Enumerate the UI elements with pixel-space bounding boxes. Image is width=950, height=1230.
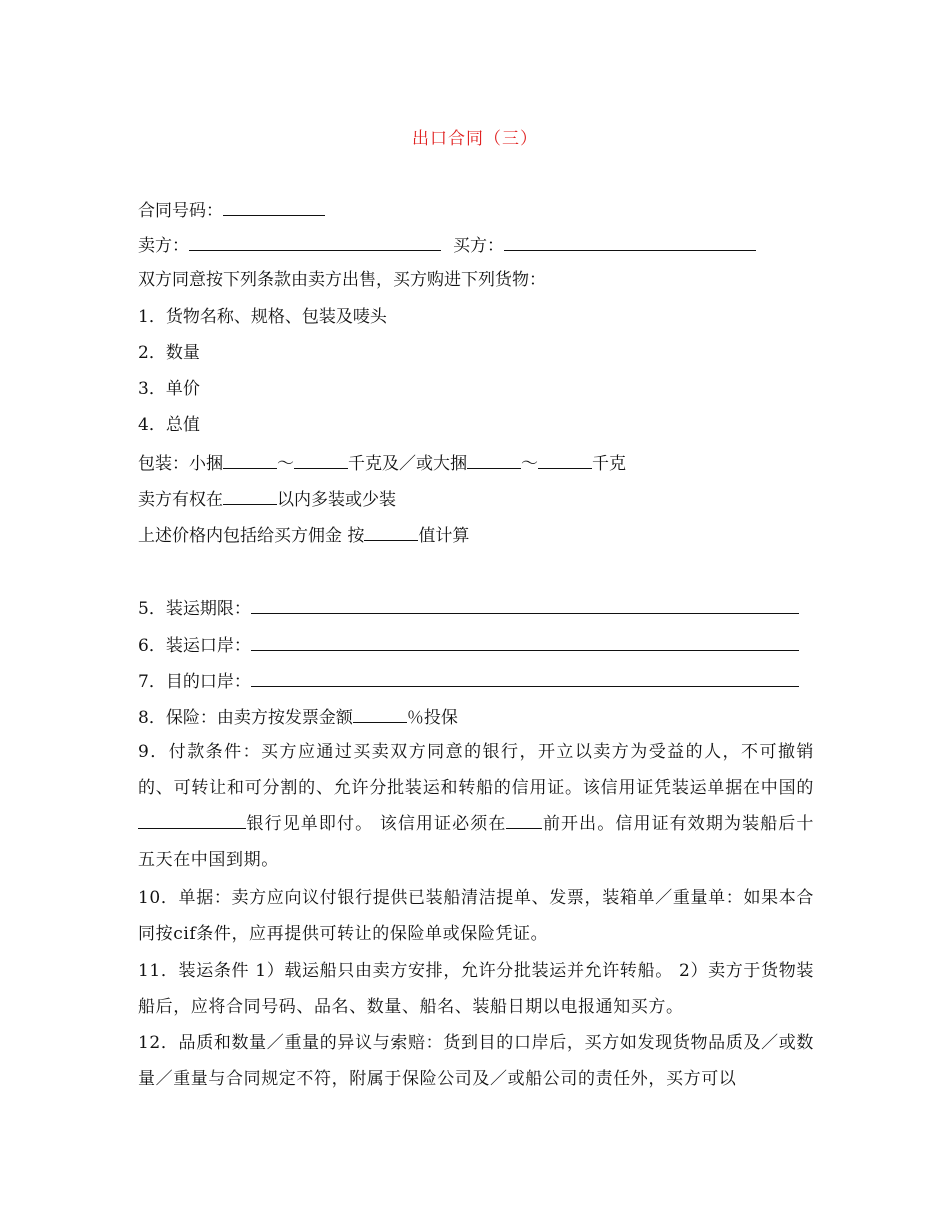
payment-text-3: 前开出。信用证有效期为装船后十五天在中国到期。 [138,814,814,870]
insurance-line [138,704,458,730]
contract-number-line [138,197,325,223]
more-less-blank [223,486,277,505]
packing-text-4: ～ [521,454,538,474]
buyer-label: 买方： [453,236,504,256]
insurance-text-1: 8．保险：由卖方按发票金额 [138,708,353,728]
document-title: 出口合同（三） [412,129,538,149]
item-6-line [138,632,799,658]
commission-text-2: 值计算 [418,526,470,546]
item-1: 1．货物名称、规格、包装及唛头 [138,307,387,327]
item-10-paragraph: 10．单据：卖方应向议付银行提供已装船清洁提单、发票，装箱单／重量单：如果本合同按cif条件，应再提供可转让的保险单或保险凭证。 [138,888,814,944]
seller-blank [189,232,441,251]
seller-label: 卖方： [138,236,189,256]
insurance-text-2: ％投保 [406,708,458,728]
packing-blank-4 [538,450,592,469]
item-6-label: 6．装运口岸： [138,636,251,656]
item-5-label: 5．装运期限： [138,599,251,619]
item-7-line [138,668,799,694]
more-less-text-1: 卖方有权在 [138,490,223,510]
item-5-line [138,595,799,621]
more-less-line [138,486,396,512]
item-4: 4．总值 [138,415,200,435]
packing-blank-3 [467,450,521,469]
packing-line [138,450,626,476]
item-5-blank [251,595,799,614]
packing-blank-2 [294,450,348,469]
more-less-text-2: 以内多装或少装 [277,490,396,510]
item-7-label: 7．目的口岸： [138,672,251,692]
commission-line [138,522,469,548]
payment-text-2: 银行见单即付。 该信用证必须在 [246,814,507,834]
payment-date-blank [506,810,542,829]
contract-number-label: 合同号码： [138,201,223,221]
payment-paragraph [138,734,814,878]
insurance-blank [353,704,407,723]
packing-text-5: 千克 [592,454,626,474]
packing-blank-1 [223,450,277,469]
item-3: 3．单价 [138,379,200,399]
parties-line [138,232,756,258]
commission-blank [364,522,418,541]
item-6-blank [251,632,799,651]
packing-text-2: ～ [277,454,294,474]
item-2: 2．数量 [138,343,200,363]
payment-bank-blank [138,810,246,829]
payment-text-1: 9．付款条件：买方应通过买卖双方同意的银行，开立以卖方为受益的人，不可撤销的、可转让和可分割的、允许分批装运和转船的信用证。该信用证凭装运单据在中国的 [138,742,814,798]
buyer-blank [504,232,756,251]
packing-text-1: 包装：小捆 [138,454,223,474]
contract-number-blank [223,197,325,216]
item-7-blank [251,668,799,687]
commission-text-1: 上述价格内包括给买方佣金 按 [138,526,365,546]
item-11-paragraph: 11．装运条件 1）载运船只由卖方安排，允许分批装运并允许转船。 2）卖方于货物装船后，应将合同号码、品名、数量、船名、装船日期以电报通知买方。 [138,961,814,1017]
intro-line: 双方同意按下列条款由卖方出售，买方购进下列货物： [138,270,546,290]
packing-text-3: 千克及／或大捆 [348,454,467,474]
item-12-paragraph: 12．品质和数量／重量的异议与索赔：货到目的口岸后，买方如发现货物品质及／或数量／重量与合同规定不符，附属于保险公司及／或船公司的责任外，买方可以 [138,1033,814,1089]
